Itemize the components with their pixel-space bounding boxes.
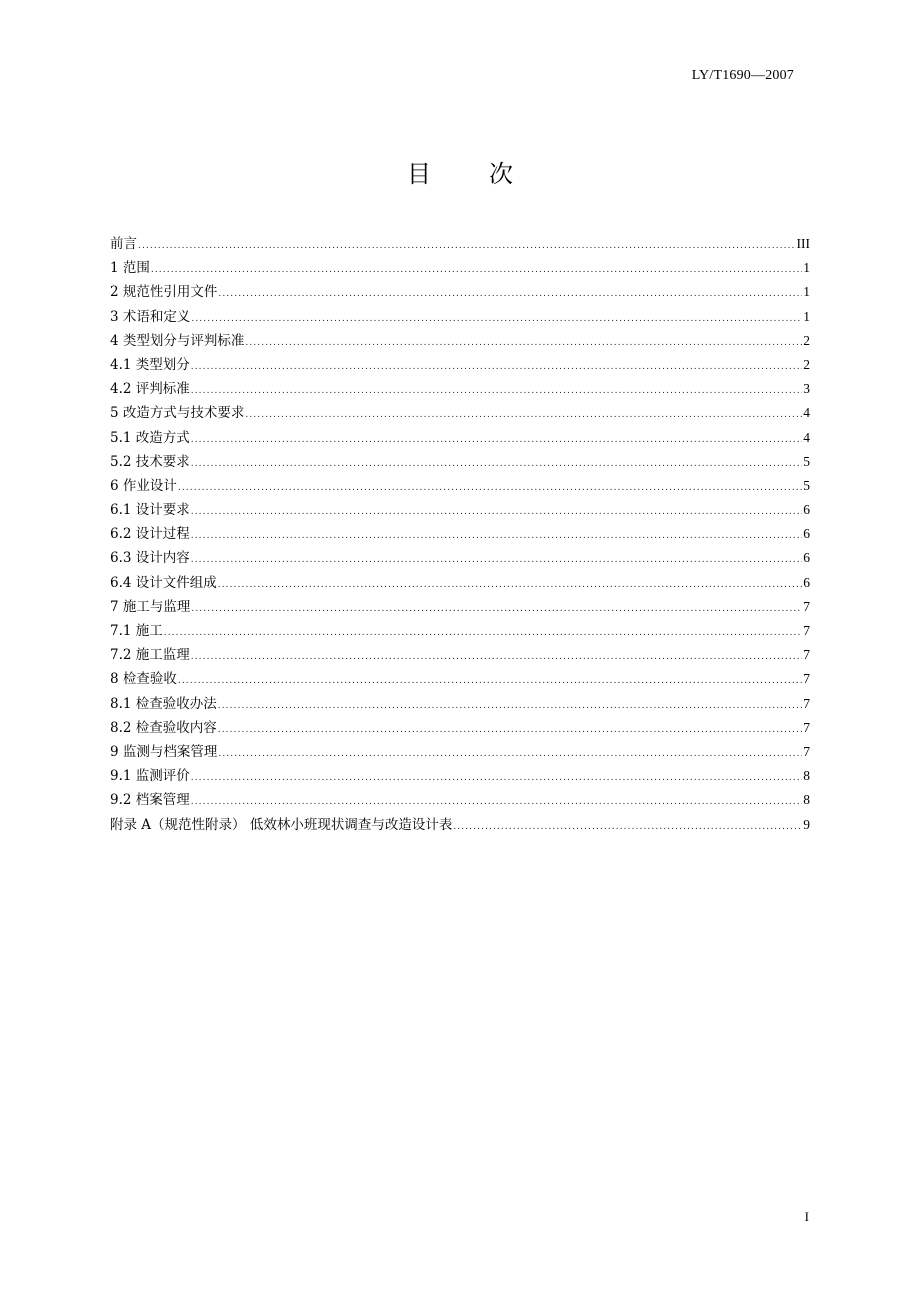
toc-leader-dots	[191, 452, 802, 476]
toc-title	[0, 154, 920, 189]
toc-entry[interactable]	[110, 643, 810, 667]
toc-entry-label: 3 术语和定义	[110, 308, 191, 325]
toc-entry-label: 8.1 检查验收办法	[110, 695, 217, 712]
toc-entry-page: 6	[803, 574, 810, 590]
toc-entry-label: 6 作业设计	[110, 477, 177, 494]
toc-entry-page: 8	[803, 768, 810, 784]
toc-entry-label: 6.3 设计内容	[110, 550, 190, 567]
toc-leader-dots	[178, 476, 802, 500]
toc-entry-label: 9.1 监测评价	[110, 768, 190, 785]
toc-entry-page: 7	[803, 598, 810, 614]
toc-leader-dots	[245, 403, 802, 427]
toc-entry-label: 附录 A（规范性附录） 低效林小班现状调查与改造设计表	[110, 816, 453, 833]
toc-entry[interactable]	[110, 329, 810, 353]
toc-entry[interactable]	[110, 788, 810, 812]
toc-leader-dots	[138, 234, 796, 258]
toc-entry[interactable]	[110, 377, 810, 401]
toc-entry-label: 9.2 档案管理	[110, 792, 190, 809]
toc-leader-dots	[191, 766, 802, 790]
document-code: LY/T1690—2007	[691, 68, 794, 83]
toc-entry-page: 6	[803, 550, 810, 566]
toc-entry-page: 6	[803, 526, 810, 542]
toc-entry-label: 7.1 施工	[110, 623, 163, 639]
toc-entry[interactable]	[110, 232, 810, 256]
toc-leader-dots	[178, 669, 802, 693]
toc-leader-dots	[164, 621, 802, 645]
toc-leader-dots	[218, 282, 802, 306]
toc-leader-dots	[453, 815, 802, 839]
toc-entry[interactable]	[110, 426, 810, 450]
toc-title-char-1: 目	[407, 160, 431, 188]
toc-leader-dots	[245, 331, 802, 355]
toc-entry[interactable]	[110, 595, 810, 619]
toc-entry[interactable]	[110, 716, 810, 740]
toc-entry-label: 9 监测与档案管理	[110, 743, 218, 760]
toc-entry[interactable]	[110, 667, 810, 691]
toc-leader-dots	[191, 307, 802, 331]
toc-entry-page: 4	[803, 429, 810, 445]
toc-entry-label: 5.1 改造方式	[110, 429, 190, 446]
toc-leader-dots	[191, 548, 802, 572]
toc-leader-dots	[191, 597, 802, 621]
toc-entry[interactable]	[110, 474, 810, 498]
toc-entry-label: 1 范围	[110, 260, 150, 277]
toc-entry-page: 7	[803, 743, 810, 759]
toc-entry[interactable]	[110, 619, 810, 643]
toc-entry-page: 1	[803, 284, 810, 300]
toc-entry-page: 2	[803, 332, 810, 348]
toc-entry-page: 1	[803, 308, 810, 324]
toc-entry-page: 3	[803, 381, 810, 397]
toc-entry-label: 2 规范性引用文件	[110, 284, 218, 301]
toc-entry[interactable]	[110, 522, 810, 546]
toc-entry-page: 2	[803, 356, 810, 372]
toc-leader-dots	[218, 742, 802, 766]
toc-entry-label: 6.4 设计文件组成	[110, 574, 217, 591]
toc-entry[interactable]	[110, 813, 810, 837]
toc-entry-label: 8.2 检查验收内容	[110, 719, 217, 736]
toc-entry-page: 8	[803, 792, 810, 808]
toc-entry[interactable]	[110, 305, 810, 329]
toc-entry-page: 1	[803, 260, 810, 276]
toc-entry[interactable]	[110, 450, 810, 474]
toc-leader-dots	[191, 500, 802, 524]
toc-entry[interactable]	[110, 498, 810, 522]
toc-entry[interactable]	[110, 280, 810, 304]
toc-entry-label: 4.2 评判标准	[110, 381, 190, 398]
toc-entry-page: 7	[803, 623, 810, 638]
toc-entry-label: 7.2 施工监理	[110, 647, 190, 664]
toc-title-char-2: 次	[489, 160, 513, 188]
toc-entry[interactable]	[110, 353, 810, 377]
page-number: I	[804, 1209, 809, 1224]
toc-entry-label: 7 施工与监理	[110, 598, 191, 615]
toc-leader-dots	[191, 379, 802, 403]
toc-entry-page: 5	[803, 453, 810, 469]
toc-entry-page: 6	[803, 502, 810, 518]
toc-entry[interactable]	[110, 692, 810, 716]
toc-entry[interactable]	[110, 764, 810, 788]
toc-entry-label: 前言	[110, 236, 137, 252]
toc-entry-label: 5.2 技术要求	[110, 453, 190, 470]
toc-leader-dots	[191, 355, 802, 379]
toc-leader-dots	[191, 428, 802, 452]
toc-leader-dots	[218, 694, 802, 718]
toc-leader-dots	[191, 645, 802, 669]
toc-entry-label: 4.1 类型划分	[110, 356, 190, 373]
toc-list	[110, 232, 810, 837]
toc-entry-page: III	[796, 236, 810, 251]
toc-leader-dots	[218, 573, 802, 597]
toc-leader-dots	[218, 718, 802, 742]
toc-entry-label: 5 改造方式与技术要求	[110, 405, 245, 422]
toc-entry-page: 5	[803, 477, 810, 493]
toc-entry[interactable]	[110, 571, 810, 595]
toc-entry-label: 6.1 设计要求	[110, 502, 190, 519]
toc-entry[interactable]	[110, 256, 810, 280]
toc-entry-page: 4	[803, 405, 810, 421]
toc-entry-page: 7	[803, 647, 810, 663]
toc-entry-label: 6.2 设计过程	[110, 526, 190, 543]
toc-entry[interactable]	[110, 740, 810, 764]
toc-leader-dots	[191, 524, 802, 548]
toc-leader-dots	[151, 258, 802, 282]
toc-entry-page: 9	[803, 816, 810, 832]
toc-entry-page: 7	[803, 671, 810, 687]
toc-entry-label: 8 检查验收	[110, 671, 177, 688]
toc-entry[interactable]	[110, 546, 810, 570]
toc-leader-dots	[191, 790, 802, 814]
toc-entry-label: 4 类型划分与评判标准	[110, 332, 245, 349]
toc-entry-page: 7	[803, 719, 810, 735]
toc-entry[interactable]	[110, 401, 810, 425]
toc-entry-page: 7	[803, 695, 810, 711]
